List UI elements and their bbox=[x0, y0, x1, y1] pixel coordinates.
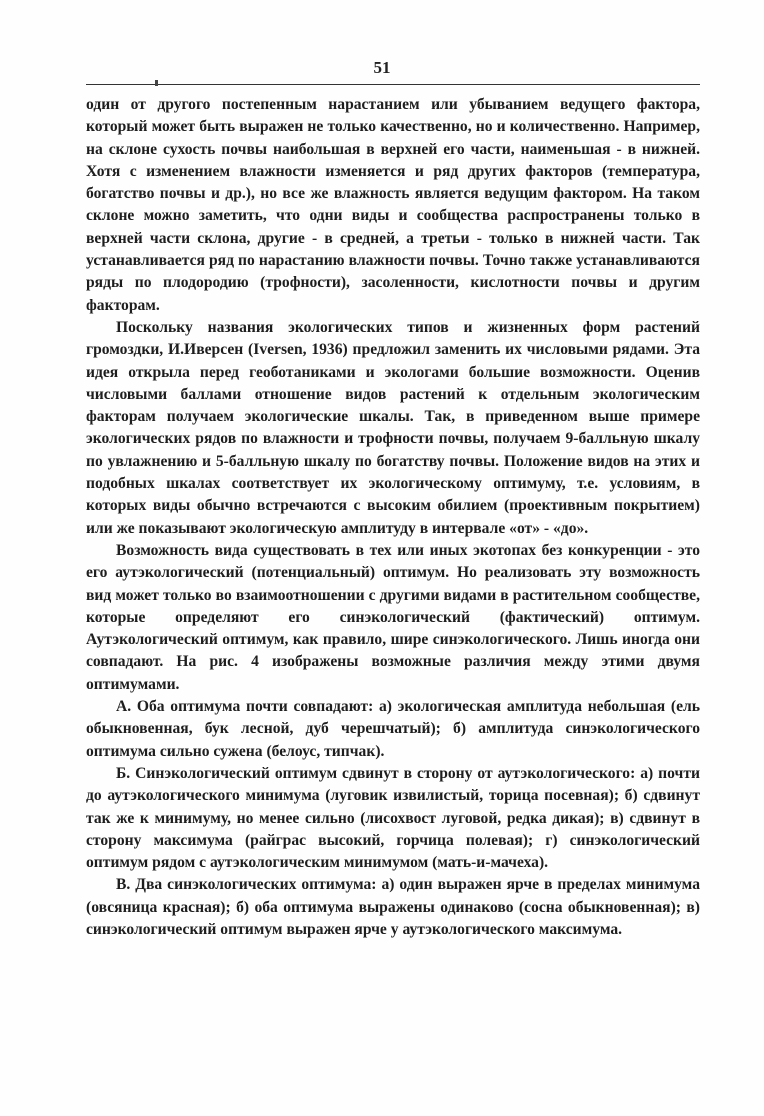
paragraph-autecological-optimum: Возможность вида существовать в тех или иных экотопах без конкуренции - это его аутэкологический (потенциальный) оптимум. Но реализовать эту возможность вид может только во взаимоотношении с другими видами в растительном сообществе, которые определяют его синэкологический (фактический) оптимум. Аутэкологический оптимум, как правило, шире синэкологического. Лишь иногда они совпадают. На рис. 4 изображены возможные различия между этими двумя оптимумами. bbox=[86, 541, 700, 693]
page-number: 51 bbox=[373, 58, 391, 77]
paragraph-iversen-scales: Поскольку названия экологических типов и жизненных форм растений громоздки, И.Иверсен (Iversen, 1936) предложил заменить их числовыми рядами. Эта идея открыла перед геоботаниками и экологами большие возможности. Оценив числовыми баллами отношение видов растений к отдельным экологическим факторам получаем экологические шкалы. Так, в приведенном выше примере экологических рядов по влажности и трофности почвы, получаем 9-балльную шкалу по увлажнению и 5-балльную шкалу по богатству почвы. Положение видов на этих и подобных шкалах соответствует их экологическому оптимуму, т.е. условиям, в которых виды обычно встречаются с высоким обилием (проективным покрытием) или же показывают экологическую амплитуду в интервале «от» - «до». bbox=[86, 318, 700, 537]
list-item-a: А. Оба оптимума почти совпадают: а) экологическая амплитуда небольшая (ель обыкновенная, бук лесной, дуб черешчатый); б) амплитуда синэкологического оптимума сильно сужена (белоус, типчак). bbox=[86, 698, 700, 760]
list-item-v: В. Два синэкологических оптимума: а) один выражен ярче в пределах минимума (овсяница красная); б) оба оптимума выражены одинаково (сосна обыкновенная); в) синэкологический оптимум выражен ярче у аутэкологического максимума. bbox=[86, 876, 700, 938]
body-text bbox=[86, 94, 700, 941]
list-item-b: Б. Синэкологический оптимум сдвинут в сторону от аутэкологического: а) почти до аутэкологического минимума (луговик извилистый, торица посевная); б) сдвинут так же к минимуму, но менее сильно (лисохвост луговой, редка дикая); в) сдвинут в сторону максимума (райграс высокий, горчица полевая); г) синэкологический оптимум рядом с аутэкологическим минимумом (мать-и-мачеха). bbox=[86, 764, 700, 872]
header-rule-mark bbox=[155, 80, 158, 86]
header-rule bbox=[86, 84, 700, 85]
paragraph-continuation: один от другого постепенным нарастанием или убыванием ведущего фактора, который может быть выражен не только качественно, но и количественно. Например, на склоне сухость почвы наибольшая в верхней его части, наименьшая - в нижней. Хотя с изменением влажности изменяется и ряд других факторов (температура, богатство почвы и др.), но все же влажность является ведущим фактором. На таком склоне можно заметить, что одни виды и сообщества распространены только в верхней части склона, другие - в средней, а третьи - только в нижней части. Так устанавливается ряд по нарастанию влажности почвы. Точно также устанавливаются ряды по плодородию (трофности), засоленности, кислотности почвы и другим факторам. bbox=[86, 96, 700, 314]
